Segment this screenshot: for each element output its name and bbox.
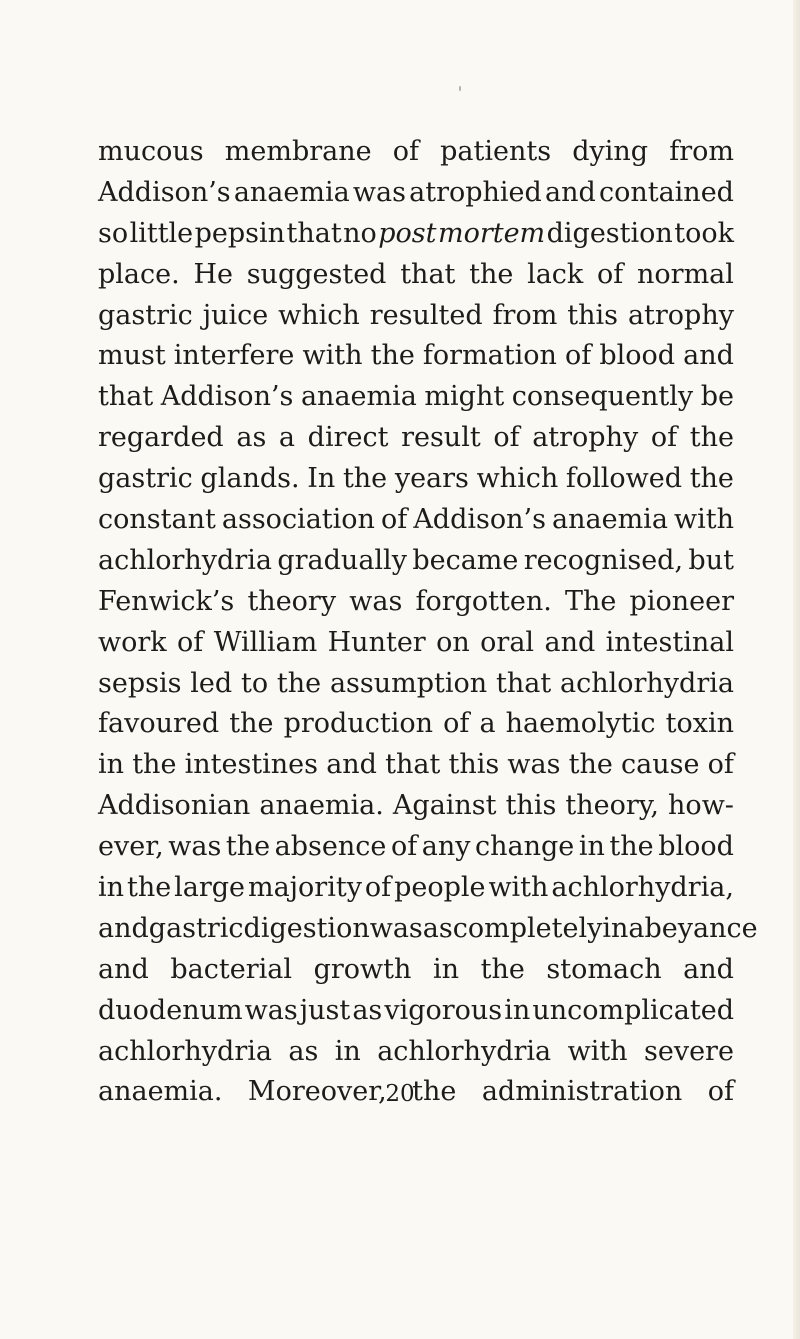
word: membrane	[224, 136, 372, 167]
word: resulted	[369, 299, 483, 331]
word: which	[476, 463, 559, 495]
word: but	[688, 544, 734, 576]
word: pioneer	[629, 585, 734, 617]
word: any	[421, 831, 471, 863]
word: a	[278, 422, 296, 454]
word: toxin	[665, 708, 734, 740]
text-line	[98, 868, 734, 909]
page-edge	[793, 0, 800, 1339]
word: this	[505, 790, 557, 822]
word: place.	[98, 258, 180, 290]
word: the	[469, 258, 514, 290]
word: juice	[202, 299, 269, 331]
word: with	[488, 872, 549, 904]
word: large	[174, 872, 246, 904]
word: cause	[621, 749, 700, 781]
word: formation	[422, 340, 557, 372]
word: Addison’s	[98, 176, 231, 208]
word: this	[448, 749, 500, 781]
word: and	[544, 626, 596, 658]
word: in	[432, 953, 459, 985]
word: which	[278, 299, 360, 331]
word: the	[370, 340, 415, 372]
word: of	[650, 422, 678, 454]
ink-mark	[459, 86, 461, 91]
word: work	[98, 626, 167, 658]
word: theory,	[565, 790, 659, 822]
word: of	[707, 1076, 734, 1108]
word: In	[307, 463, 336, 495]
text-line	[98, 623, 734, 664]
word: people	[394, 872, 486, 904]
word: a	[479, 708, 496, 740]
word: intestines	[184, 749, 319, 781]
word: consequently	[511, 381, 694, 413]
word: was	[369, 912, 423, 944]
word: to	[241, 667, 269, 699]
word: the	[689, 422, 734, 454]
word: how-	[668, 790, 734, 822]
word: bacterial	[170, 953, 292, 985]
word: anaemia	[300, 381, 417, 413]
word: patients	[440, 136, 552, 167]
text-line	[98, 1032, 734, 1073]
word: of	[493, 422, 520, 454]
word: digestion	[546, 217, 673, 249]
word: blood	[658, 831, 734, 863]
word: and	[683, 953, 734, 985]
word: led	[190, 667, 233, 699]
word: ever,	[98, 831, 164, 863]
word: constant	[98, 504, 216, 536]
word: intestinal	[605, 626, 734, 658]
word: gastric	[98, 463, 193, 495]
word: that	[385, 749, 441, 781]
word: and	[326, 749, 377, 781]
word: the	[132, 749, 177, 781]
word: of	[597, 258, 624, 290]
word: of	[565, 340, 592, 372]
word: the	[276, 667, 322, 699]
word: duodenum	[98, 994, 243, 1026]
word: as	[288, 1035, 319, 1067]
word: suggested	[246, 258, 387, 290]
word: must	[98, 340, 166, 372]
word: regarded	[98, 422, 224, 454]
word: with	[302, 340, 363, 372]
word: Addisonian	[98, 790, 251, 822]
word: association	[221, 504, 375, 536]
text-line	[98, 132, 734, 173]
word: oral	[480, 626, 535, 658]
word: of	[707, 749, 734, 781]
word: was	[352, 176, 406, 208]
word: in	[602, 912, 629, 944]
word: and	[98, 953, 149, 985]
word: Addison’s	[413, 504, 546, 536]
word: growth	[313, 953, 412, 985]
word: that	[495, 667, 552, 699]
word: little	[129, 217, 194, 249]
page-number: 20	[385, 1081, 415, 1107]
word: was	[168, 831, 222, 863]
word: the	[480, 953, 525, 985]
word: in	[504, 994, 531, 1026]
word: normal	[637, 258, 734, 290]
word: Fenwick’s	[98, 585, 235, 617]
word: Addison’s	[160, 381, 294, 413]
text-line	[98, 704, 734, 745]
word: absence	[274, 831, 387, 863]
word: glands.	[200, 463, 300, 495]
word: the	[568, 749, 613, 781]
text-line	[98, 582, 734, 623]
word: from	[492, 299, 558, 331]
text-line	[98, 541, 734, 582]
word: became	[412, 544, 519, 576]
word: so	[98, 217, 129, 249]
text-line	[98, 336, 734, 377]
word: assumption	[329, 667, 488, 699]
word: achlorhydria	[98, 544, 272, 576]
word: of	[390, 831, 418, 863]
word: the	[689, 463, 734, 495]
word: this	[567, 299, 618, 331]
word: The	[565, 585, 617, 617]
text-line	[98, 418, 734, 459]
word: took	[674, 217, 734, 249]
word: that	[98, 381, 154, 413]
word: the	[609, 831, 654, 863]
word: of	[177, 626, 204, 658]
word: digestion	[243, 912, 370, 944]
word: achlorhydria	[559, 667, 734, 699]
word: anaemia.	[98, 1076, 223, 1108]
word: mucous	[98, 136, 204, 167]
word: might	[424, 381, 505, 413]
word: of	[381, 504, 408, 536]
word: of	[392, 136, 419, 167]
body-text	[98, 132, 758, 1113]
word: of	[364, 872, 392, 904]
word: atrophy	[627, 299, 734, 331]
word: was	[507, 749, 561, 781]
word: just	[299, 994, 351, 1026]
word: the	[412, 1076, 457, 1108]
word: the	[342, 463, 388, 495]
word: interfere	[173, 340, 295, 372]
word: from	[669, 136, 734, 167]
word: in	[334, 1035, 361, 1067]
word: achlorhydria	[98, 1035, 272, 1067]
word: that	[400, 258, 456, 290]
word: completely	[452, 912, 603, 944]
word: achlorhydria,	[551, 872, 734, 904]
word: followed	[565, 463, 683, 495]
word: on	[436, 626, 470, 658]
word: abeyance	[628, 912, 758, 944]
text-line	[98, 296, 734, 337]
word: stomach	[546, 953, 662, 985]
word: of	[443, 708, 470, 740]
word: Moreover,	[247, 1076, 387, 1108]
word: that	[286, 217, 342, 249]
text-line	[98, 786, 734, 827]
word: blood	[599, 340, 676, 372]
word: the	[229, 708, 274, 740]
word: administration	[481, 1076, 683, 1108]
word: the	[126, 872, 172, 904]
word: in	[98, 749, 125, 781]
word: He	[193, 258, 233, 290]
word: achlorhydria	[377, 1035, 552, 1067]
word: and	[98, 912, 149, 944]
word: be	[700, 381, 734, 413]
text-line	[98, 909, 758, 950]
word: lack	[527, 258, 584, 290]
word: dying	[572, 136, 649, 167]
text-line	[98, 173, 734, 214]
word: severe	[643, 1035, 734, 1067]
word: gastric	[98, 299, 193, 331]
word: pepsin	[194, 217, 286, 249]
word: gradually	[277, 544, 407, 576]
word: in	[578, 831, 605, 863]
word: and	[683, 340, 734, 372]
word: anaemia	[552, 504, 668, 536]
word: anaemia.	[259, 790, 384, 822]
word: Hunter	[327, 626, 426, 658]
word: atrophied	[409, 176, 542, 208]
word: gastric	[148, 912, 244, 944]
text-line	[98, 827, 734, 868]
word: contained	[598, 176, 734, 208]
text-line	[98, 459, 734, 500]
word: haemolytic	[505, 708, 656, 740]
word: forgotten.	[415, 585, 552, 617]
word: mortem	[437, 217, 546, 249]
word: and	[545, 176, 596, 208]
word: with	[567, 1035, 628, 1067]
word: favoured	[98, 708, 220, 740]
text-line	[98, 664, 734, 705]
word: was	[349, 585, 403, 617]
word: as	[422, 912, 453, 944]
word: in	[98, 872, 125, 904]
text-line	[98, 500, 734, 541]
word: recognised,	[523, 544, 684, 576]
text-line	[98, 377, 734, 418]
text-line	[98, 950, 734, 991]
word: anaemia	[233, 176, 350, 208]
word: post	[378, 217, 437, 249]
word: as	[236, 422, 267, 454]
word: Against	[392, 790, 497, 822]
word: atrophy	[532, 422, 639, 454]
word: majority	[247, 872, 362, 904]
text-line	[98, 214, 734, 255]
word: theory	[247, 585, 337, 617]
word: direct	[307, 422, 389, 454]
word: result	[401, 422, 481, 454]
text-line	[98, 745, 734, 786]
word: production	[283, 708, 433, 740]
text-line	[98, 991, 734, 1032]
word: the	[225, 831, 271, 863]
text-line	[98, 255, 734, 296]
word: uncomplicated	[532, 994, 734, 1026]
word: no	[343, 217, 377, 249]
word: as	[352, 994, 383, 1026]
word: with	[673, 504, 734, 536]
word: years	[394, 463, 469, 495]
word: change	[475, 831, 575, 863]
word: was	[244, 994, 298, 1026]
word: sepsis	[98, 667, 182, 699]
word: William	[213, 626, 318, 658]
word: vigorous	[384, 994, 503, 1026]
